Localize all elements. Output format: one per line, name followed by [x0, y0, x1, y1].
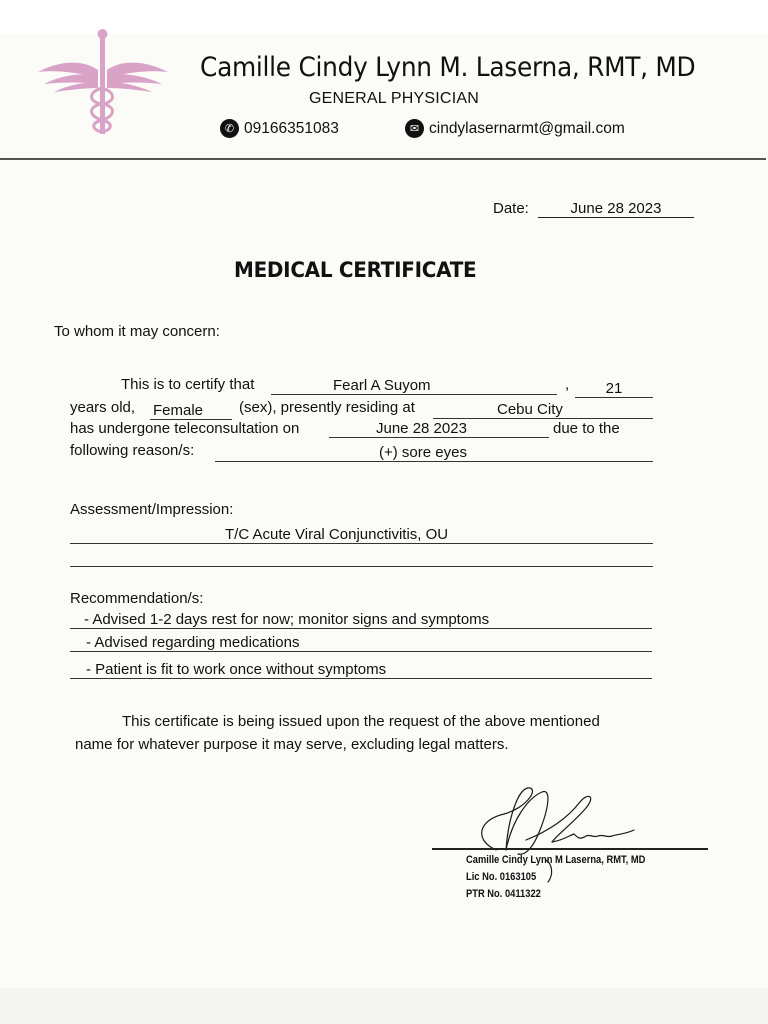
sex-field: Female	[150, 402, 232, 420]
email-address: cindylasernarmt@gmail.com	[429, 119, 625, 137]
certify-intro: This is to certify that	[121, 376, 255, 393]
physician-specialty: GENERAL PHYSICIAN	[309, 90, 479, 107]
phone-number: 09166351083	[244, 119, 339, 137]
patient-name-field: Fearl A Suyom	[271, 377, 557, 395]
date-label: Date:	[493, 200, 529, 217]
assessment-value: T/C Acute Viral Conjunctivitis, OU	[70, 526, 653, 544]
years-old-label: years old,	[70, 399, 136, 416]
recommendation-item: - Advised regarding medications	[70, 634, 652, 652]
recommendation-label: Recommendation/s:	[70, 590, 204, 607]
signature-line	[432, 848, 708, 850]
recommendation-item: - Advised 1-2 days rest for now; monitor signs and symptoms	[70, 611, 652, 629]
signatory-name: Camille Cindy Lynn M Laserna, RMT, MD	[466, 854, 646, 866]
ptr-number: PTR No. 0411322	[466, 888, 541, 900]
consult-date-field: June 28 2023	[329, 420, 549, 438]
sex-label: (sex), presently residing at	[239, 399, 415, 416]
phone-icon: ✆	[220, 119, 239, 138]
mail-icon: ✉	[405, 119, 424, 138]
closing-line-2: name for whatever purpose it may serve, excluding legal matters.	[75, 736, 509, 753]
salutation: To whom it may concern:	[54, 323, 220, 340]
header-divider	[0, 158, 766, 160]
bottom-margin	[0, 988, 768, 1024]
assessment-blank-line	[70, 566, 653, 567]
assessment-label: Assessment/Impression:	[70, 501, 234, 518]
caduceus-icon	[36, 28, 170, 138]
comma: ,	[565, 376, 570, 393]
email-contact	[405, 119, 625, 138]
phone-contact	[220, 119, 339, 138]
recommendation-item: - Patient is fit to work once without symptoms	[70, 661, 652, 679]
reason-label: following reason/s:	[70, 442, 195, 459]
due-to-label: due to the	[553, 420, 620, 437]
teleconsult-label: has undergone teleconsultation on	[70, 420, 300, 437]
physician-name: Camille Cindy Lynn M. Laserna, RMT, MD	[200, 52, 696, 83]
closing-line-1: This certificate is being issued upon the request of the above mentioned	[122, 713, 600, 730]
reason-field: (+) sore eyes	[215, 444, 653, 462]
age-field: 21	[575, 380, 653, 398]
document-title: MEDICAL CERTIFICATE	[234, 258, 477, 282]
license-number: Lic No. 0163105	[466, 871, 537, 883]
date-value: June 28 2023	[538, 200, 694, 218]
residence-field: Cebu City	[433, 401, 653, 419]
